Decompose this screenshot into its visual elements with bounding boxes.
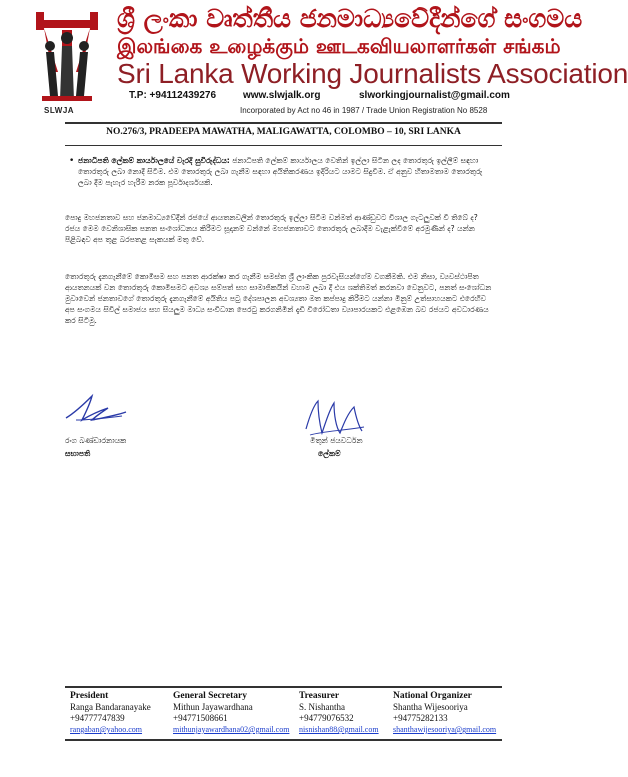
org-title-sinhala: ශ්‍රී ලංකා වෘත්තීය ජනමාධ්‍යවේදීන්ගේ සංගමය <box>117 4 583 33</box>
officer-email-link[interactable]: rangaban@yahoo.com <box>70 725 143 734</box>
org-title-english: Sri Lanka Working Journalists Association <box>117 58 628 89</box>
officer-president <box>70 691 151 735</box>
officer-email-link[interactable]: nisnishan88@gmail.com <box>299 725 379 734</box>
officer-name: Shantha Wijesooriya <box>393 702 468 712</box>
officer-role: General Secretary <box>173 691 247 701</box>
officer-name: Ranga Bandaranayake <box>70 702 151 712</box>
body-paragraph-2: තොරතුරු දැනගැනීමේ කොමිසම සහ පනත ආරක්ෂා කර ගැනීම සමස්ත ශ්‍රී ලාංකික පුරවැසියන්ගේම වගකීමකි. එම නිසා, ව්‍යවස්ථාපිත ආයතනයක් වන තොරතුරු කොමිසමට අවශ්‍ය සම්පත් සහ සාමාජිකයින් වහාම ලබා දී එය ශක්තිමත් කරනවා වෙනුවට, පනත් සංශෝධන මුවාවෙන් ජනතාවගේ තොරතුරු දැනගැනීමේ අයිතිය පටු දේශපාලන අවශ්‍යතා මත කප්පාදු කිරීමට යන්නා මිනුම් උත්සාහයකට එරෙහිව අප සංගමය සිවිල් සමාජය සහ සියලුම මාධ්‍ය සංවිධාන පෙරටු කරගනිමින් දැඩි විරෝධතා ව්‍යාපාරයකට එළඹෙන බව රජයට අවධාරණය කර සිටිමු. <box>65 272 492 325</box>
bullet-text: ජනාධිපති ලේකම් කාර්යාලය වෙතින් ඉල්ලා සිටින ලද තොරතුරු ඉල්ලීම් සඳහා තොරතුරු ලබා නොදී සිටීම. එම තොරතුරු ලබා ගැනීම සඳහා අයිතිකරණය ඉදිරියට යාමට සිදුවීම. ඒ අනුව හිතාමතාම තොරතුරු ලබා දීම පැහැර හැරීම නරක පූර්වාදර්ශයකි. <box>78 156 483 187</box>
website-link[interactable]: www.slwjalk.org <box>243 90 321 101</box>
org-title-tamil: இலங்கை உழைக்கும் ஊடகவியலாளர்கள் சங்கம் <box>117 34 561 58</box>
logo-label: SLWJA <box>44 106 75 115</box>
officer-phone: +94779076532 <box>299 713 354 723</box>
phone-number: T.P: +94112439276 <box>129 90 217 101</box>
bullet-icon: • <box>69 156 75 166</box>
signature-president-icon <box>62 390 132 430</box>
org-address: NO.276/3, PRADEEPA MAWATHA, MALIGAWATTA, COLOMBO – 10, SRI LANKA <box>106 127 461 137</box>
officer-role: President <box>70 691 109 701</box>
header-divider-bottom <box>65 145 502 146</box>
officer-treasurer <box>299 691 379 735</box>
org-email-link[interactable]: slworkingjournalist@gmail.com <box>359 90 510 101</box>
bullet-heading: ජනාධිපති ලේකම් කාර්යාලයේ වැරදි සුවිරුද්ධය: <box>78 156 230 165</box>
officer-email-link[interactable]: shanthawijesooriya@gmail.com <box>393 725 497 734</box>
secretary-signatory-name: මිතුන් ජයවර්ධන <box>310 436 363 445</box>
officer-role: Treasurer <box>299 691 340 701</box>
officer-name: Mithun Jayawardhana <box>173 702 253 712</box>
president-signatory-name: රංග බණ්ඩාරනායක <box>65 436 127 445</box>
officer-national-organizer <box>393 691 496 735</box>
header-divider-top <box>65 122 502 124</box>
officer-role: National Organizer <box>393 691 472 701</box>
president-signatory-title: සභාපති <box>65 449 91 458</box>
officer-phone: +94775282133 <box>393 713 448 723</box>
officer-email-link[interactable]: mithunjayawardhana02@gmail.com <box>173 725 290 734</box>
body-paragraph-1: පොදු මහජනතාව සහ ජනමාධ්‍යවේදීන් රජයේ ආයතනවලින් තොරතුරු ඉල්ලා සිටීම වන්මත් ආණ්ඩුවට විශාල ගැටලුවක් වී තිබේ ද? රජය මෙම වෙනිශාසික පනත සංශෝධනය කිරීමට සූදානම් වන්නේ මහජනතාවට තොරතුරු ලබාදීම වැළැක්වීමේ අරමුණින් ද? යන්න පිළිබඳව අප තුළ බරපතළ සැකයක් මතු වේ. <box>65 213 478 244</box>
signature-secretary-icon <box>300 395 370 440</box>
footer-divider-bottom <box>65 739 502 741</box>
officer-name: S. Nishantha <box>299 702 345 712</box>
officer-phone: +94771508661 <box>173 713 228 723</box>
secretary-signatory-title: ලේකම් <box>318 449 341 458</box>
officer-phone: +94777747839 <box>70 713 125 723</box>
footer-divider-top <box>65 686 502 688</box>
bullet-point <box>69 155 488 188</box>
incorporation-note: Incorporated by Act no 46 in 1987 / Trade Union Registration No 8528 <box>240 106 488 115</box>
officer-general-secretary <box>173 691 289 735</box>
